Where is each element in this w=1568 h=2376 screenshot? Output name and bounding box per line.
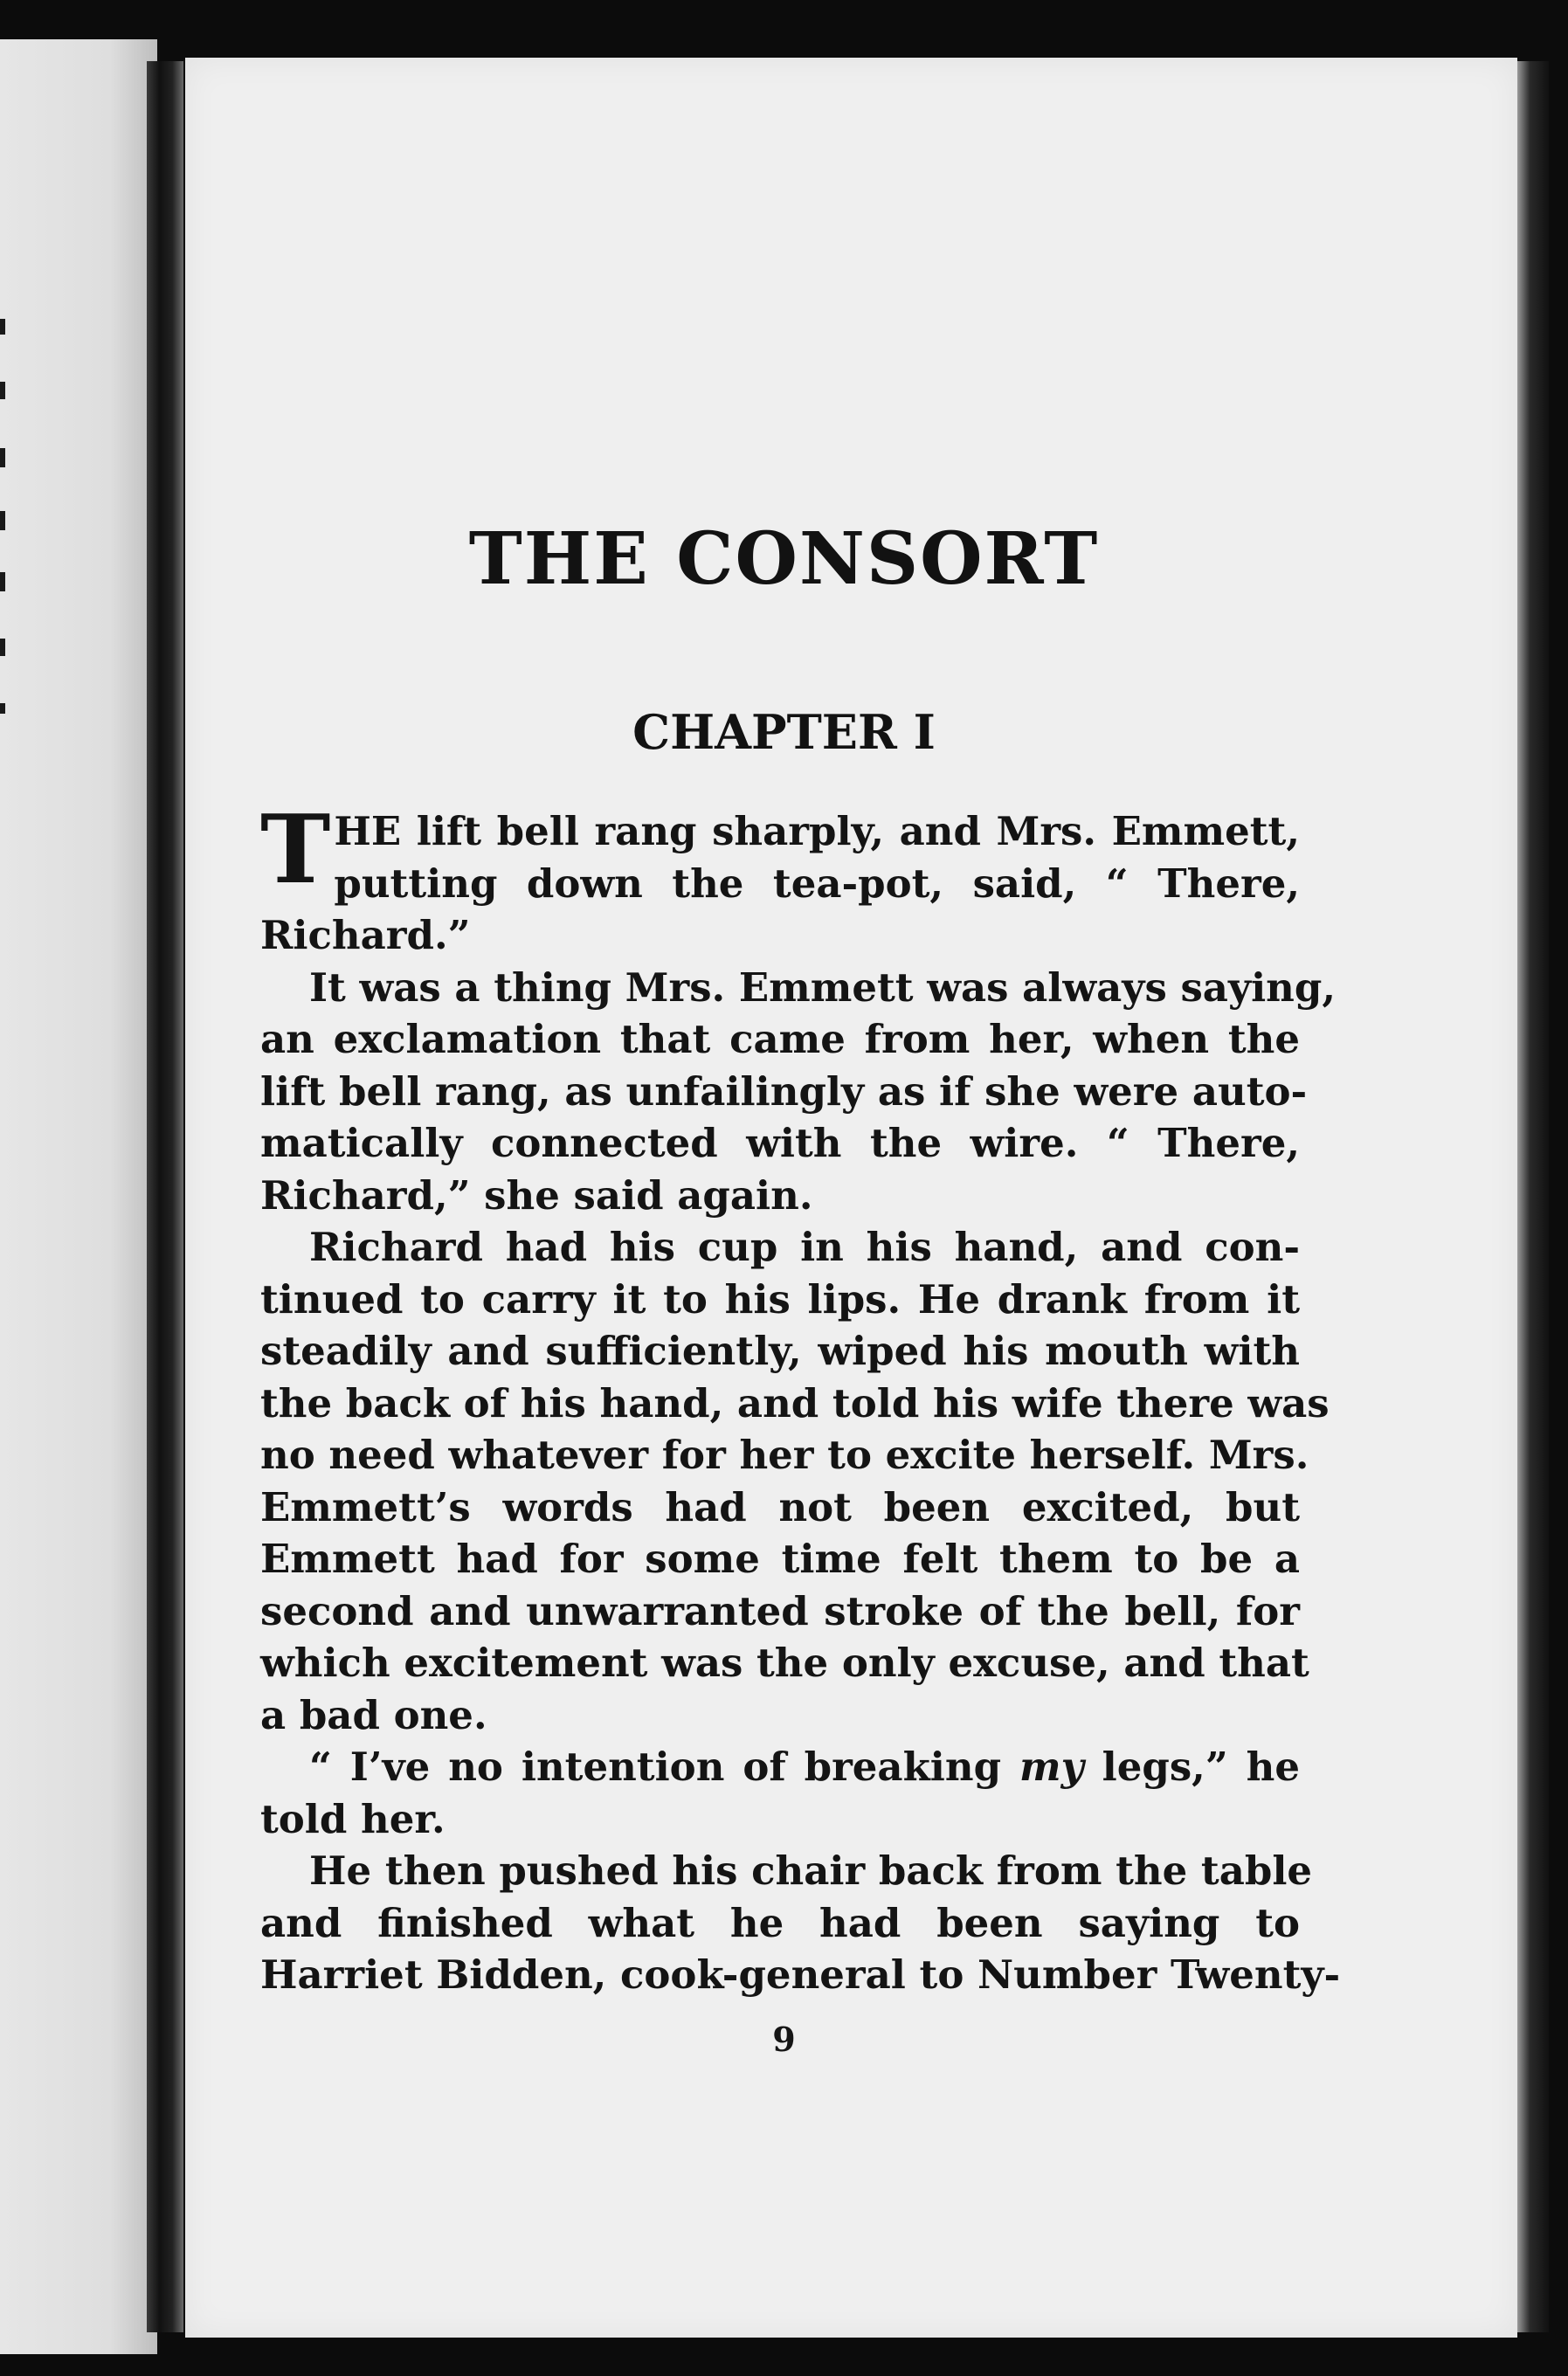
text-line: Richard.” <box>260 912 471 958</box>
facing-page-edge <box>0 39 157 2354</box>
text-line: Emmett’s words had not been excited, but <box>260 1483 1300 1530</box>
chapter-heading: CHAPTER I <box>632 704 936 760</box>
text-line: Harriet Bidden, cook-general to Number Twenty- <box>260 1951 1341 1998</box>
text-line: tinued to carry it to his lips. He drank from it <box>260 1275 1300 1323</box>
text-line: the back of his hand, and told his wife there was <box>260 1379 1330 1426</box>
text-line: putting down the tea-pot, said, “ There, <box>334 860 1300 907</box>
text-line: Richard,” she said again. <box>260 1171 813 1219</box>
text-line: It was a thing Mrs. Emmett was always saying, <box>309 964 1337 1011</box>
drop-cap: T <box>260 805 331 905</box>
text-line: steadily and sufficiently, wiped his mouth with <box>260 1328 1300 1374</box>
text-line: a bad one. <box>260 1691 487 1738</box>
text-line: and finished what he had been saying to <box>260 1899 1300 1946</box>
text-line: an exclamation that came from her, when the <box>260 1016 1300 1062</box>
text-line: HE lift bell rang sharply, and Mrs. Emmett, <box>334 808 1300 854</box>
text-line: no need whatever for her to excite herself. Mrs. <box>260 1432 1309 1478</box>
text-line: which excitement was the only excuse, and that <box>260 1640 1309 1686</box>
facing-page-glyph <box>0 639 5 656</box>
body-text <box>260 805 1341 2001</box>
text-line: told her. <box>260 1795 446 1842</box>
emphasized-word: my <box>1019 1744 1084 1790</box>
book-title: THE CONSORT <box>468 517 1100 601</box>
facing-page-glyph <box>0 319 5 335</box>
text-line: matically connected with the wire. “ There, <box>260 1120 1300 1166</box>
facing-page-glyph <box>0 382 5 399</box>
body-lines <box>260 909 1341 2001</box>
text-line: lift bell rang, as unfailingly as if she were auto- <box>260 1067 1308 1115</box>
facing-page-glyph <box>0 448 5 467</box>
page-right-edge <box>1517 61 1549 2332</box>
book-spine-gutter <box>147 61 183 2332</box>
text-line: Emmett had for some time felt them to be a <box>260 1536 1300 1582</box>
page-number: 9 <box>772 2020 796 2059</box>
text-line: second and unwarranted stroke of the bell, for <box>260 1587 1300 1634</box>
text-line: “ I’ve no intention of breaking my legs,” he <box>309 1744 1300 1790</box>
text-line: He then pushed his chair back from the table <box>309 1848 1313 1894</box>
text-line: Richard had his cup in his hand, and con- <box>309 1224 1300 1270</box>
opening-paragraph-start <box>260 805 1300 909</box>
